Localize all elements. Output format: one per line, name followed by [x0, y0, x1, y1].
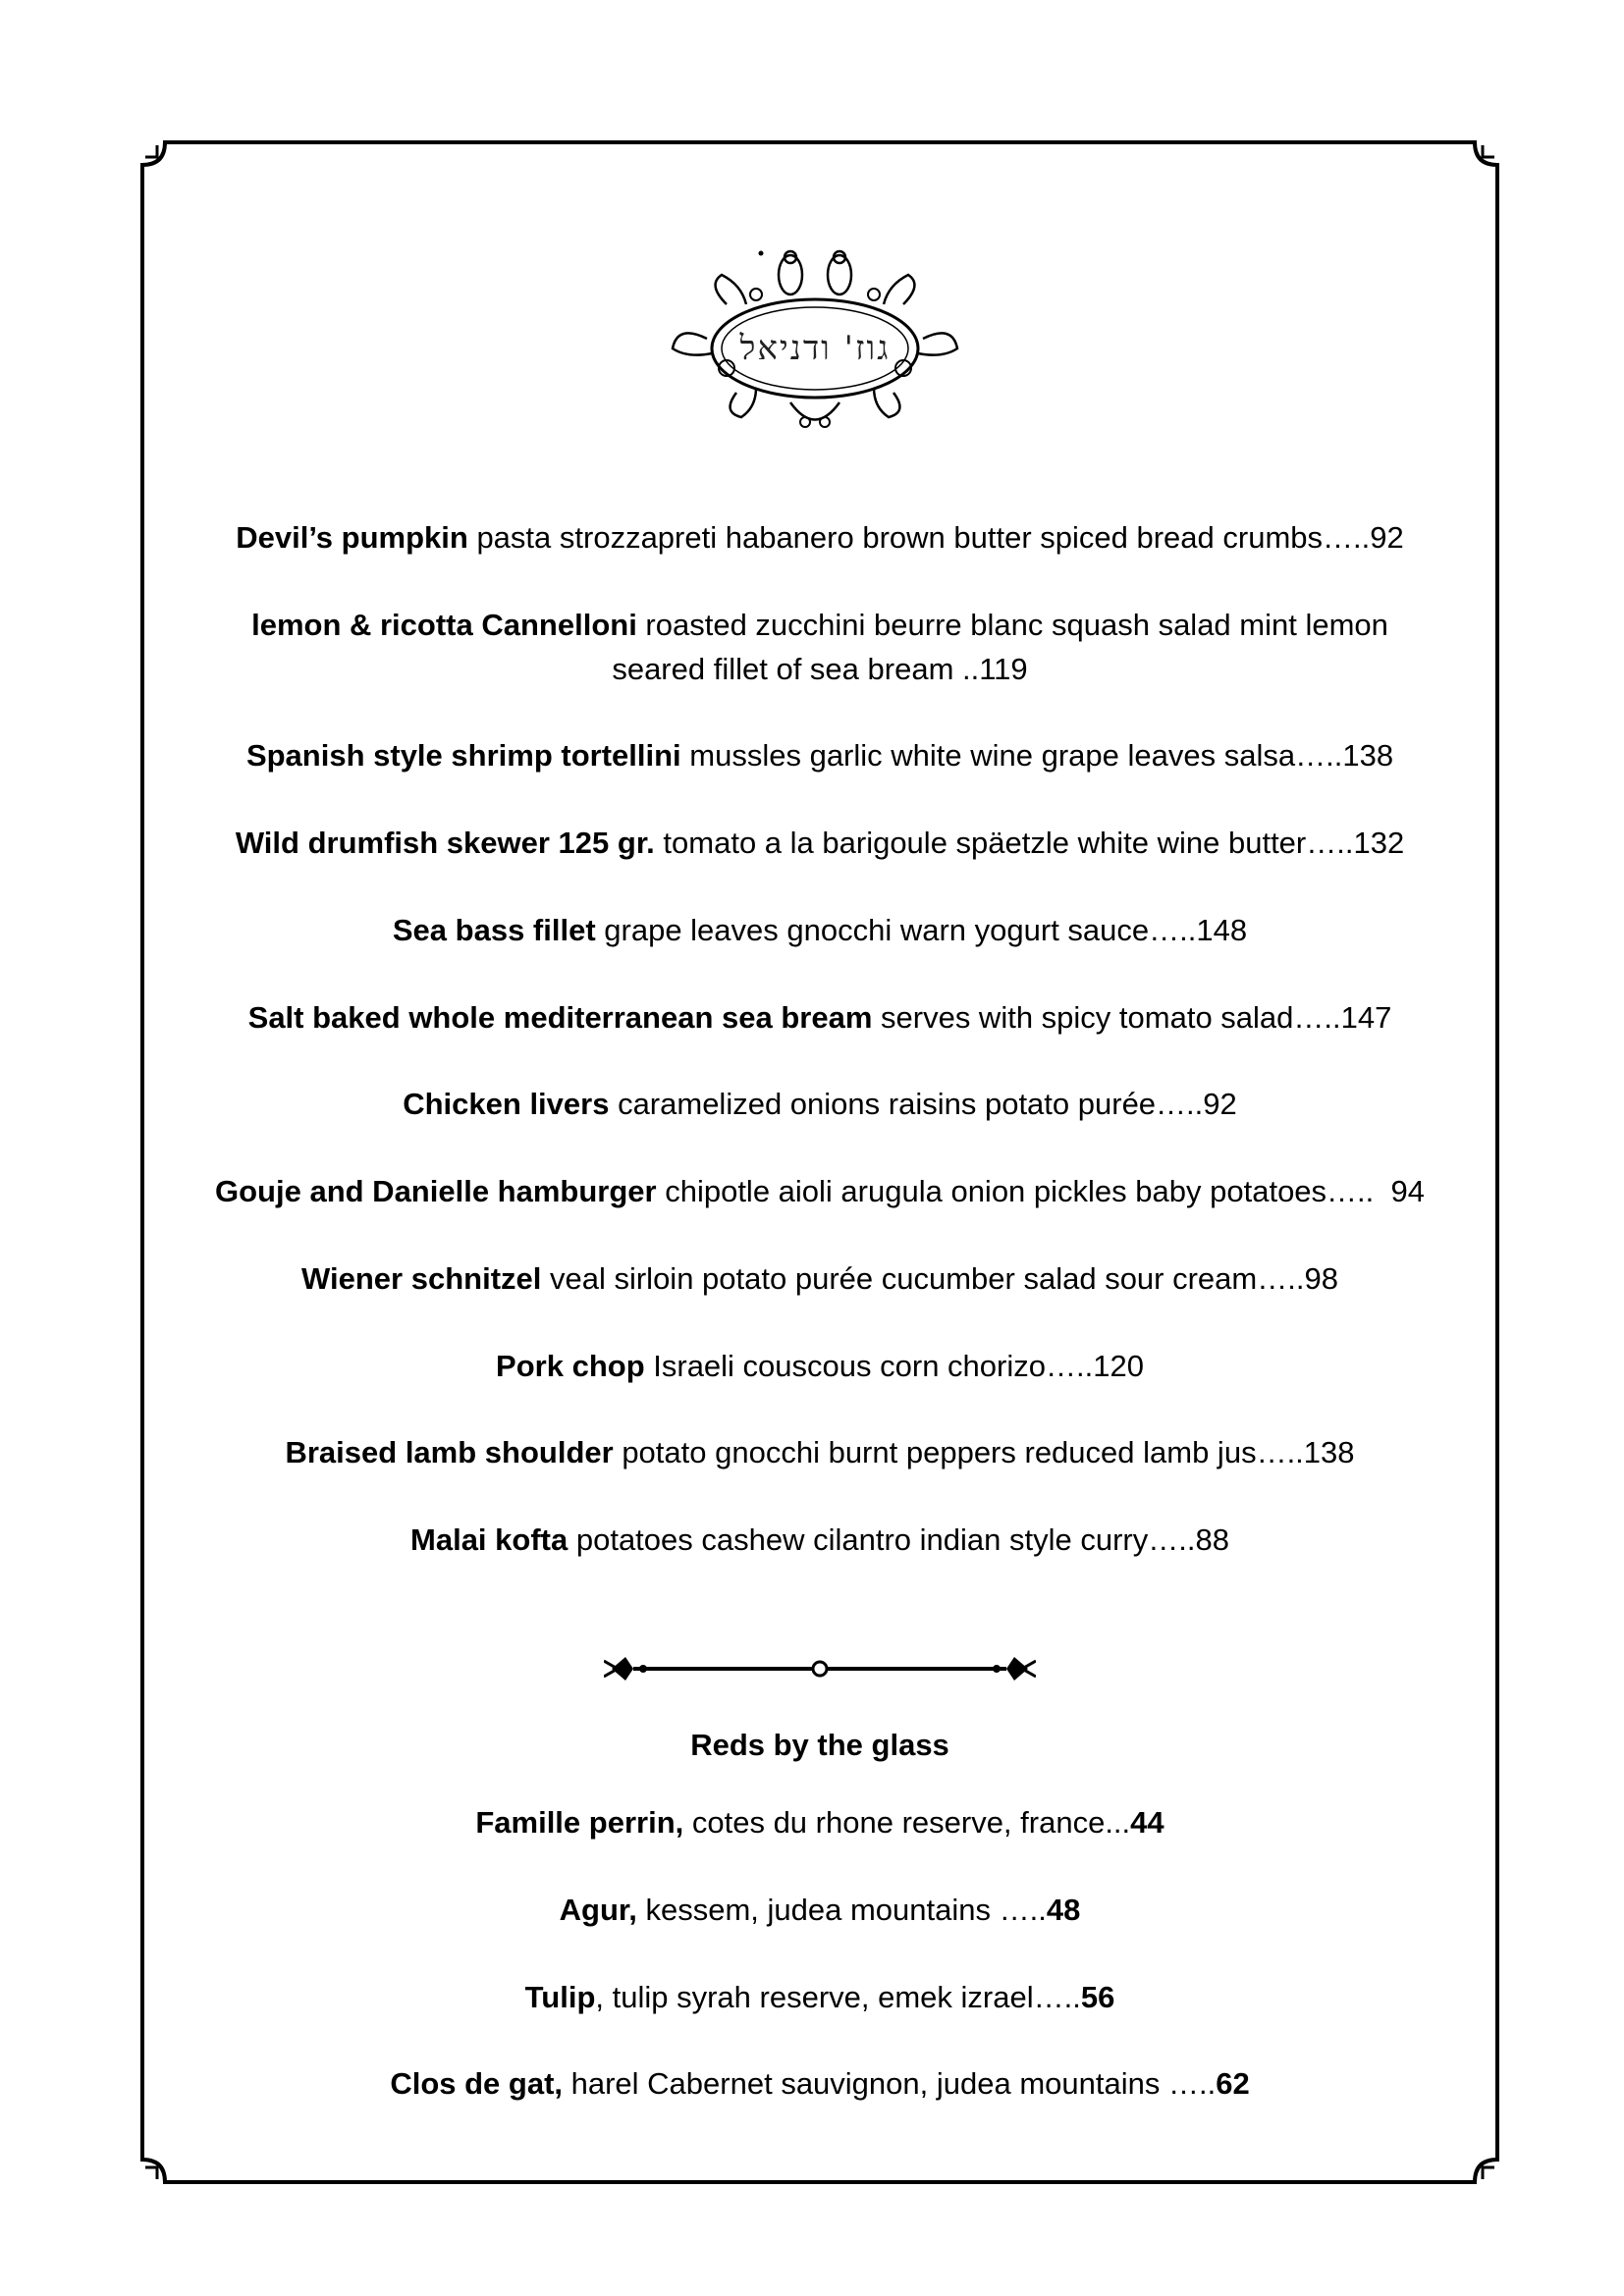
ornamental-divider-icon [604, 1647, 1036, 1690]
wine-price: 56 [1080, 1980, 1115, 2014]
wine-price: 48 [1046, 1893, 1081, 1927]
wine-item [140, 1975, 1499, 2019]
menu-item [140, 1430, 1499, 1474]
wine-price: 62 [1216, 2066, 1250, 2101]
dish-description: mussles garlic white wine grape leaves salsa…..138 [680, 738, 1394, 773]
dish-description: tomato a la barigoule späetzle white wine butter…..132 [654, 826, 1405, 860]
menu-item [140, 908, 1499, 952]
dish-name: Salt baked whole mediterranean sea bream [247, 1000, 873, 1035]
wine-name: Agur, [559, 1893, 637, 1927]
dish-name: Gouje and Danielle hamburger [215, 1174, 657, 1208]
menu-item [140, 821, 1499, 865]
menu-item [140, 1256, 1499, 1301]
wine-name: Tulip [524, 1980, 596, 2014]
menu-item [140, 1082, 1499, 1126]
wine-description: harel Cabernet sauvignon, judea mountains ….. [563, 2066, 1217, 2101]
wine-description: , tulip syrah reserve, emek izrael….. [595, 1980, 1081, 2014]
menu-item [140, 995, 1499, 1040]
dish-description: grape leaves gnocchi warn yogurt sauce…..148 [595, 913, 1248, 947]
dish-description: potatoes cashew cilantro indian style curry…..88 [568, 1522, 1229, 1557]
menu-item-continuation [140, 647, 1499, 691]
dish-name: Braised lamb shoulder [285, 1435, 614, 1469]
dish-name: Wiener schnitzel [301, 1261, 542, 1296]
dish-description: Israeli couscous corn chorizo…..120 [644, 1349, 1144, 1383]
wine-name: Clos de gat, [390, 2066, 564, 2101]
dish-name: lemon & ricotta Cannelloni [251, 608, 637, 642]
dish-name: Spanish style shrimp tortellini [245, 738, 681, 773]
dish-name: Wild drumfish skewer 125 gr. [235, 826, 655, 860]
dish-description: caramelized onions raisins potato purée…..92 [609, 1087, 1237, 1121]
menu-item [140, 603, 1499, 647]
wine-price: 44 [1130, 1805, 1164, 1840]
dish-name: Devil’s pumpkin [236, 520, 468, 555]
wine-description: kessem, judea mountains ….. [636, 1893, 1047, 1927]
dish-description: potato gnocchi burnt peppers reduced lamb jus…..138 [613, 1435, 1355, 1469]
dish-description: roasted zucchini beurre blanc squash salad mint lemon [636, 608, 1388, 642]
dish-description: veal sirloin potato purée cucumber salad sour cream…..98 [541, 1261, 1338, 1296]
wine-description: cotes du rhone reserve, france... [683, 1805, 1131, 1840]
dish-name: Malai kofta [410, 1522, 568, 1557]
wine-item [140, 1888, 1499, 1932]
menu-item [140, 1518, 1499, 1562]
menu-item [140, 1169, 1499, 1213]
wine-name: Famille perrin, [475, 1805, 684, 1840]
dish-name: Pork chop [496, 1349, 645, 1383]
wine-item [140, 1800, 1499, 1844]
dish-description: serves with spicy tomato salad…..147 [872, 1000, 1392, 1035]
dish-name: Sea bass fillet [392, 913, 596, 947]
dish-description: chipotle aioli arugula onion pickles baby potatoes….. 94 [656, 1174, 1425, 1208]
dish-description: seared fillet of sea bream ..119 [612, 652, 1028, 686]
logo-text: גוז' ודניאל [739, 329, 891, 368]
menu-item [140, 515, 1499, 560]
wine-section-heading: Reds by the glass [690, 1728, 949, 1762]
restaurant-logo [668, 245, 962, 442]
menu-item [140, 1344, 1499, 1388]
wine-item [140, 2061, 1499, 2106]
menu-item [140, 733, 1499, 777]
dish-name: Chicken livers [403, 1087, 610, 1121]
dish-description: pasta strozzapreti habanero brown butter spiced bread crumbs…..92 [467, 520, 1404, 555]
